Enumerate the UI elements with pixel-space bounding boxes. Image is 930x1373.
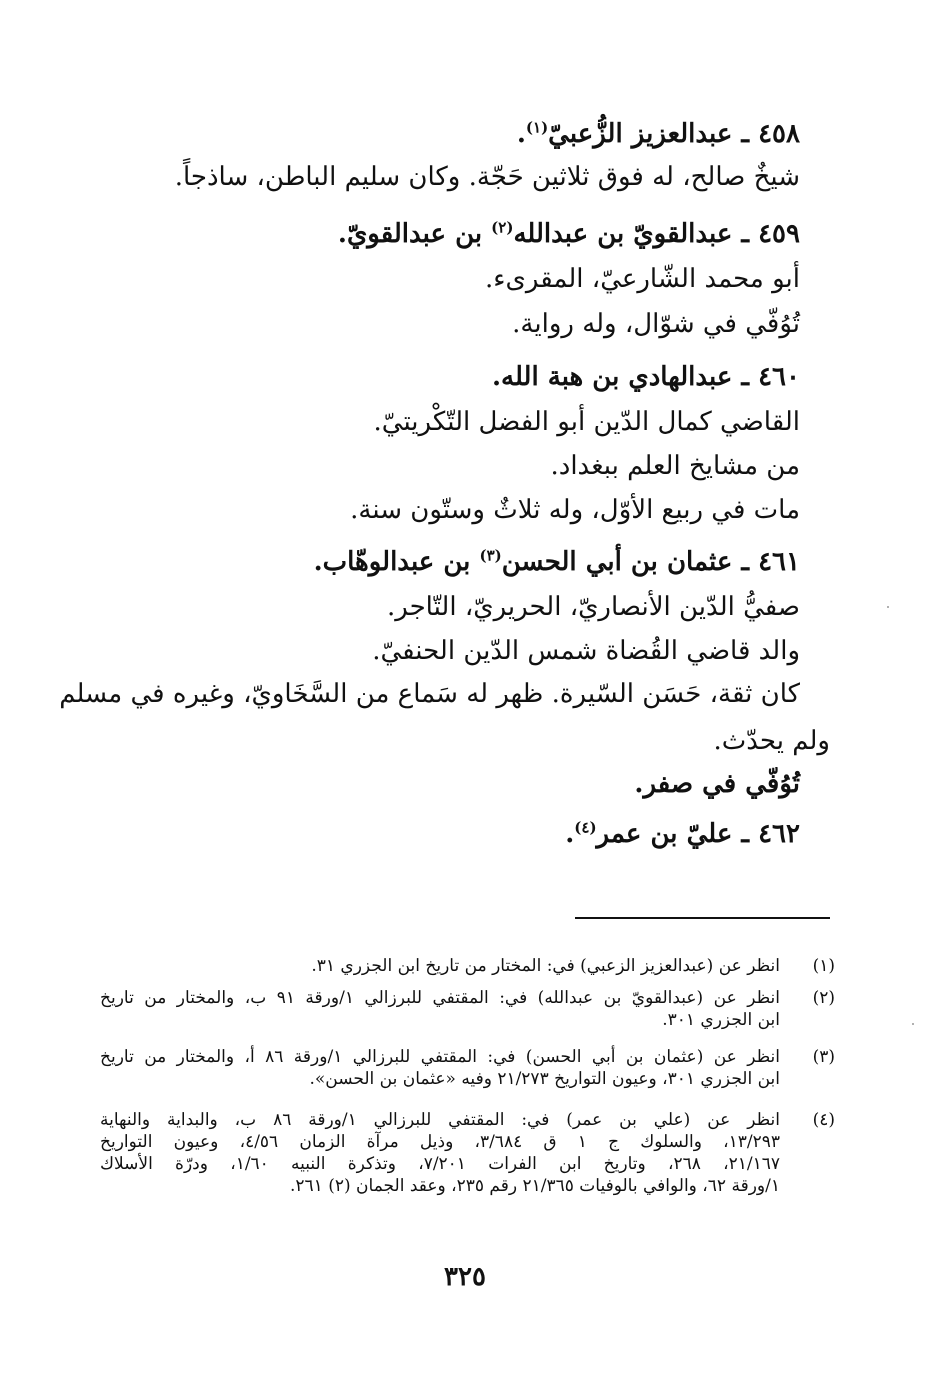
entry-460-line-3: مات في ربيع الأوّل، وله ثلاثٌ وستّون سنة. (350, 495, 800, 525)
footnote-2-line-1: انظر عن (عبدالقويّ بن عبدالله) في: المقتفي للبرزالي ١/ورقة ٩١ ب، والمختار من تاريخ (100, 988, 780, 1008)
entry-459-line-1: أبو محمد الشّارعيّ، المقرىء. (485, 264, 800, 294)
footnote-1-number: (١) (812, 956, 835, 976)
scan-speck (912, 1023, 914, 1025)
footnote-3 (100, 1046, 835, 1090)
entry-462-title: ٤٦٢ ـ عليّ بن عمر (596, 819, 800, 849)
entry-462-heading (100, 820, 800, 850)
entry-459-line-2: تُوُفّي في شوّال، وله رواية. (512, 309, 800, 339)
entry-461-line-3: كان ثقة، حَسَن السّيرة. ظهر له سَماع من السَّخَاويّ، وغيره في مسلم (59, 679, 800, 709)
footnote-2 (100, 987, 835, 1031)
page-number: ٣٢٥ (444, 1262, 486, 1292)
footnote-4-line-3: ٢١/١٦٧، ٢٦٨، وتاريخ ابن الفرات ٧/٢٠١، وتذكرة النبيه ١/٦٠، ودرّة الأسلاك (100, 1154, 780, 1175)
entry-462-tail: . (565, 819, 575, 849)
footnote-3-line-1: انظر عن (عثمان بن أبي الحسن) في: المقتفي للبرزالي ١/ورقة ٨٦ أ، والمختار من تاريخ (100, 1047, 780, 1067)
entry-458-tail: . (516, 119, 526, 149)
footnote-1 (100, 955, 835, 977)
entry-459-title: ٤٥٩ ـ عبدالقويّ بن عبدالله (513, 219, 800, 249)
footnote-1-line-1: انظر عن (عبدالعزيز الزعبي) في: المختار من تاريخ ابن الجزري ٣١. (311, 956, 780, 976)
footnote-4 (100, 1109, 835, 1197)
entry-458-title: ٤٥٨ ـ عبدالعزيز الزُّعبيّ (548, 119, 800, 149)
entry-458-heading (100, 120, 800, 150)
footnote-2-number: (٢) (812, 988, 835, 1008)
footnote-4-line-2: ١٣/٢٩٣، والسلوك ج ١ ق ٣/٦٨٤، وذيل مرآة الزمان ٤/٥٦، وعيون التواريخ (100, 1132, 781, 1153)
entry-460-line-1: القاضي كمال الدّين أبو الفضل التّكْريتيّ. (373, 407, 800, 437)
footnote-ref-2[interactable]: (٢) (491, 218, 514, 237)
footnote-4-number: (٤) (812, 1110, 835, 1130)
footnote-4-line-4: ١/ورقة ٦٢، والوافي بالوفيات ٢١/٣٦٥ رقم ٢٣٥، وعقد الجمان (٢) ٢٦١. (290, 1176, 780, 1197)
entry-461-line-4: ولم يحدّث. (713, 726, 830, 756)
entry-461-line-1: صفيُّ الدّين الأنصاريّ، الحريريّ، التّاجر. (386, 592, 800, 622)
entry-461-line-5: تُوُفّي في صفر. (634, 769, 800, 799)
entry-461-title: ٤٦١ ـ عثمان بن أبي الحسن (501, 547, 800, 577)
footnote-2-line-2: ابن الجزري ٣٠١. (662, 1010, 780, 1031)
entry-461-tail: بن عبدالوهّاب. (313, 547, 480, 577)
footnote-ref-1[interactable]: (١) (525, 118, 549, 137)
scan-speck (887, 606, 889, 608)
footnote-ref-4[interactable]: (٤) (574, 818, 597, 837)
entry-460-title: ٤٦٠ ـ عبدالهادي بن هبة الله. (491, 362, 800, 392)
entry-459-tail: بن عبدالقويّ. (337, 219, 492, 249)
footnote-ref-3[interactable]: (٣) (479, 546, 502, 565)
entry-460-line-2: من مشايخ العلم ببغداد. (550, 451, 800, 481)
entry-460-heading (100, 363, 800, 393)
footnote-4-line-1: انظر عن (علي بن عمر) في: المقتفي للبرزالي ١/ورقة ٨٦ ب، والبداية والنهاية (100, 1110, 780, 1130)
footnote-3-number: (٣) (812, 1047, 835, 1067)
entry-458-line-1: شيخٌ صالح، له فوق ثلاثين حَجّة. وكان سليم الباطن، ساذجاً. (174, 162, 800, 192)
entry-461-line-2: والد قاضي القُضاة شمس الدّين الحنفيّ. (372, 636, 800, 666)
entry-459-heading (100, 220, 800, 250)
footnote-separator (575, 917, 830, 919)
entry-461-heading (100, 548, 800, 578)
footnote-3-line-2: ابن الجزري ٣٠١، وعيون التواريخ ٢١/٢٧٣ وفيه «عثمان بن الحسن». (309, 1069, 780, 1090)
